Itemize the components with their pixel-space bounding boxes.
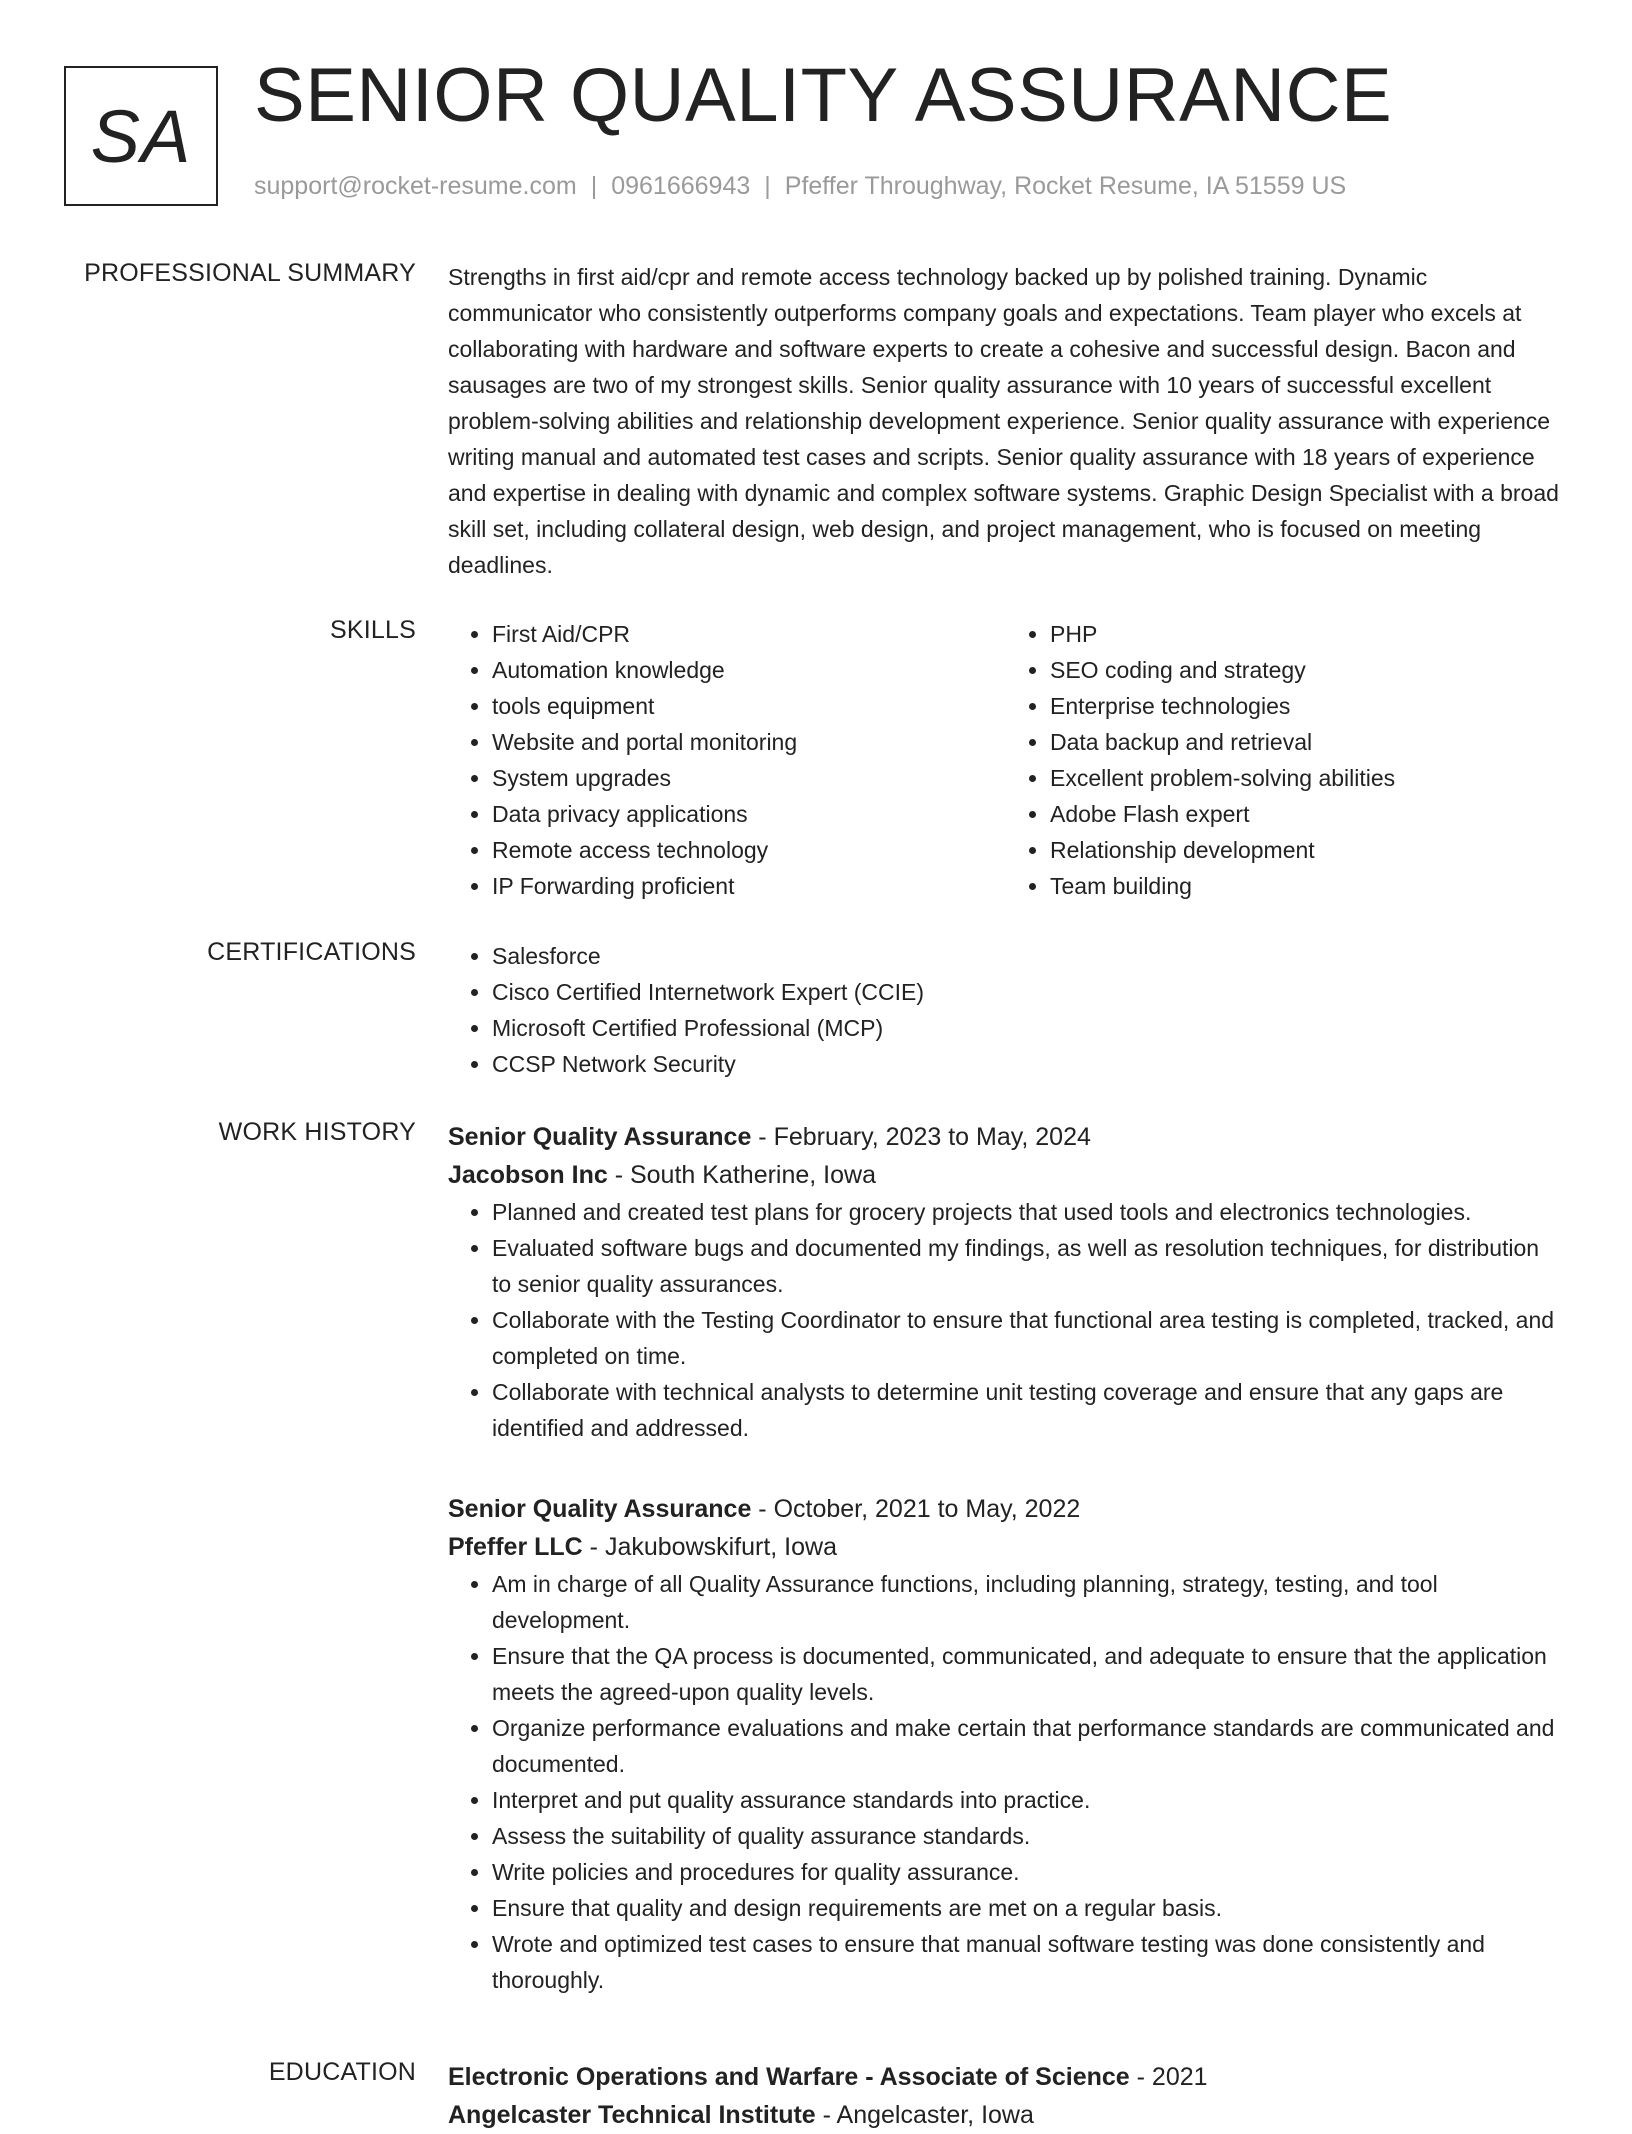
school-line — [448, 2096, 1564, 2134]
job-dates: - February, 2023 to May, 2024 — [751, 1123, 1091, 1151]
degree: Electronic Operations and Warfare - Associate of Science — [448, 2063, 1130, 2091]
job-duty: • Assess the suitability of quality assurance standards. — [492, 1818, 1564, 1854]
job-duties — [448, 1194, 1564, 1446]
job-duty: • Collaborate with the Testing Coordinator to ensure that functional area testing is completed, tracked, and completed on time. — [492, 1302, 1564, 1374]
certification-item: • Salesforce — [492, 938, 1564, 974]
page-title: SENIOR QUALITY ASSURANCE — [254, 53, 1393, 138]
job-duty: • Organize performance evaluations and make certain that performance standards are communicated and documented. — [492, 1710, 1564, 1782]
job-location: - Jakubowskifurt, Iowa — [582, 1533, 837, 1561]
skill-item: • Remote access technology — [492, 832, 1006, 868]
job-duty: • Interpret and put quality assurance standards into practice. — [492, 1782, 1564, 1818]
summary-label: PROFESSIONAL SUMMARY — [84, 259, 416, 287]
job-duty: • Ensure that quality and design requirements are met on a regular basis. — [492, 1890, 1564, 1926]
job-duty: • Am in charge of all Quality Assurance functions, including planning, strategy, testing, and tool development. — [492, 1566, 1564, 1638]
skills-list-right — [1006, 616, 1564, 904]
contact-phone: 0961666943 — [611, 172, 751, 200]
skill-item: • Data backup and retrieval — [1050, 724, 1564, 760]
skill-item: • Adobe Flash expert — [1050, 796, 1564, 832]
job-company-line — [448, 1528, 1564, 1566]
certifications-label: CERTIFICATIONS — [207, 938, 416, 966]
contact-email: support@rocket-resume.com — [254, 172, 577, 200]
skill-item: • Automation knowledge — [492, 652, 1006, 688]
skills-list-left — [448, 616, 1006, 904]
contact-address: Pfeffer Throughway, Rocket Resume, IA 51559 US — [784, 172, 1347, 200]
job-location: - South Katherine, Iowa — [607, 1161, 876, 1189]
contact-separator: | — [764, 172, 771, 200]
job-duty: • Collaborate with technical analysts to determine unit testing coverage and ensure that any gaps are identified and addressed. — [492, 1374, 1564, 1446]
skill-item: • SEO coding and strategy — [1050, 652, 1564, 688]
skill-item: • Data privacy applications — [492, 796, 1006, 832]
job-duty: • Evaluated software bugs and documented my findings, as well as resolution techniques, for distribution to senior quality assurances. — [492, 1230, 1564, 1302]
monogram: SA — [64, 66, 218, 206]
job-entry — [448, 1490, 1564, 1998]
summary-text: Strengths in first aid/cpr and remote access technology backed up by polished training. Dynamic communicator who consistently outperforms company goals and expectations. Team player who excels at collaborating with hardware and software experts to create a cohesive and successful design. Bacon and sausages are two of my strongest skills. Senior quality assurance with 10 years of successful excellent problem-solving abilities and relationship development experience. Senior quality assurance with experience writing manual and automated test cases and scripts. Senior quality assurance with 18 years of experience and expertise in dealing with dynamic and complex software systems. Graphic Design Specialist with a broad skill set, including collateral design, web design, and project management, who is focused on meeting deadlines. — [448, 264, 1559, 578]
certification-item: • CCSP Network Security — [492, 1046, 1564, 1082]
job-duty: • Write policies and procedures for quality assurance. — [492, 1854, 1564, 1890]
certifications-list — [448, 938, 1564, 1082]
job-title-line — [448, 1490, 1564, 1528]
summary-body — [448, 259, 1564, 583]
job-company-line — [448, 1156, 1564, 1194]
certifications-body — [448, 938, 1564, 1082]
education-body — [448, 2058, 1564, 2134]
school-location: - Angelcaster, Iowa — [815, 2101, 1034, 2129]
skill-item: • System upgrades — [492, 760, 1006, 796]
skill-item: • IP Forwarding proficient — [492, 868, 1006, 904]
contact-line — [254, 172, 1346, 201]
skill-item: • Enterprise technologies — [1050, 688, 1564, 724]
contact-separator: | — [590, 172, 598, 200]
skill-item: • First Aid/CPR — [492, 616, 1006, 652]
job-company: Pfeffer LLC — [448, 1533, 583, 1561]
job-title: Senior Quality Assurance — [448, 1123, 752, 1151]
job-duties — [448, 1566, 1564, 1998]
job-duty: • Wrote and optimized test cases to ensure that manual software testing was done consistently and thoroughly. — [492, 1926, 1564, 1998]
job-dates: - October, 2021 to May, 2022 — [751, 1495, 1081, 1523]
skill-item: • Team building — [1050, 868, 1564, 904]
skills-columns — [448, 616, 1564, 904]
job-title: Senior Quality Assurance — [448, 1495, 752, 1523]
job-title-line — [448, 1118, 1564, 1156]
degree-year: - 2021 — [1129, 2063, 1208, 2091]
skill-item: • Excellent problem-solving abilities — [1050, 760, 1564, 796]
job-company: Jacobson Inc — [448, 1161, 608, 1189]
work-history-label: WORK HISTORY — [218, 1118, 416, 1146]
skill-item: • Website and portal monitoring — [492, 724, 1006, 760]
skills-body — [448, 616, 1564, 904]
certification-item: • Microsoft Certified Professional (MCP) — [492, 1010, 1564, 1046]
skill-item: • tools equipment — [492, 688, 1006, 724]
degree-line — [448, 2058, 1564, 2096]
skill-item: • PHP — [1050, 616, 1564, 652]
school: Angelcaster Technical Institute — [448, 2101, 816, 2129]
skill-item: • Relationship development — [1050, 832, 1564, 868]
education-label: EDUCATION — [268, 2058, 416, 2086]
job-duty: • Planned and created test plans for grocery projects that used tools and electronics technologies. — [492, 1194, 1564, 1230]
job-entry — [448, 1118, 1564, 1446]
certification-item: • Cisco Certified Internetwork Expert (CCIE) — [492, 974, 1564, 1010]
job-duty: • Ensure that the QA process is documented, communicated, and adequate to ensure that the application meets the agreed-upon quality levels. — [492, 1638, 1564, 1710]
work-history-body — [448, 1118, 1564, 2042]
skills-label: SKILLS — [330, 616, 416, 644]
